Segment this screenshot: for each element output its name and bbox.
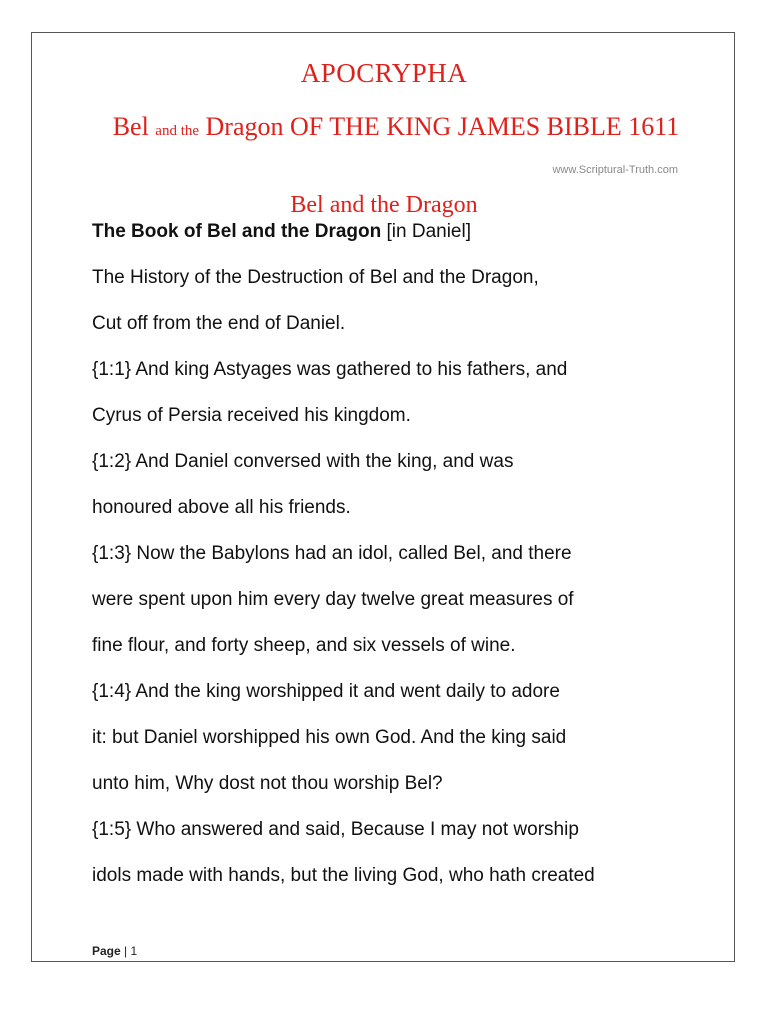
- text-line: Cyrus of Persia received his kingdom.: [92, 405, 411, 426]
- text-line: {1:2} And Daniel conversed with the king, and was: [92, 451, 514, 472]
- subtitle-small-text: and the: [155, 123, 200, 139]
- subtitle-part-2: Dragon OF THE KING JAMES BIBLE 1611: [205, 112, 680, 141]
- footer-separator: |: [120, 944, 131, 958]
- section-title: Bel and the Dragon: [290, 192, 478, 218]
- page-footer: [92, 944, 137, 958]
- text-line: were spent upon him every day twelve great measures of: [92, 589, 574, 610]
- page-title: APOCRYPHA: [300, 58, 468, 88]
- text-line: it: but Daniel worshipped his own God. And the king said: [92, 727, 567, 748]
- book-title: The Book of Bel and the Dragon: [92, 221, 382, 242]
- book-note: [in Daniel]: [381, 221, 472, 242]
- watermark-url: www.Scriptural-Truth.com: [552, 164, 678, 176]
- page-number: 1: [130, 944, 138, 958]
- book-title-line: [92, 220, 471, 244]
- page-label: Page: [92, 944, 121, 958]
- text-line: {1:5} Who answered and said, Because I may not worship: [92, 819, 579, 840]
- text-line: idols made with hands, but the living God, who hath created: [92, 865, 595, 886]
- text-line: honoured above all his friends.: [92, 497, 351, 518]
- text-line: {1:4} And the king worshipped it and went daily to adore: [92, 681, 560, 702]
- subtitle-part-1: Bel: [112, 112, 149, 141]
- text-line: {1:1} And king Astyages was gathered to his fathers, and: [92, 359, 568, 380]
- text-line: {1:3} Now the Babylons had an idol, called Bel, and there: [92, 543, 572, 564]
- text-line: Cut off from the end of Daniel.: [92, 313, 346, 334]
- text-line: unto him, Why dost not thou worship Bel?: [92, 773, 443, 794]
- text-line: fine flour, and forty sheep, and six vessels of wine.: [92, 635, 516, 656]
- text-line: The History of the Destruction of Bel and the Dragon,: [92, 267, 539, 288]
- document-subtitle: [12, 112, 768, 142]
